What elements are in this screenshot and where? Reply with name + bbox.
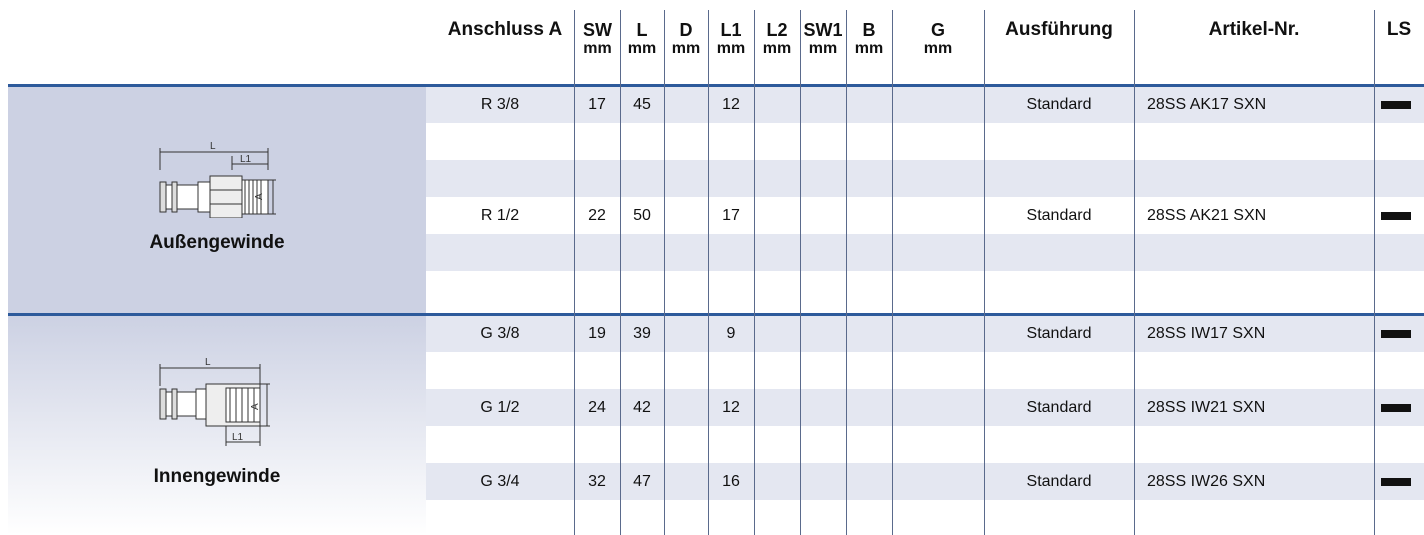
table-row <box>426 426 1424 463</box>
table-row <box>426 352 1424 389</box>
cell-sw: 17 <box>588 96 606 113</box>
cell-l: 47 <box>633 473 651 490</box>
header-l1: L1 mm <box>716 20 746 57</box>
cell-l: 39 <box>633 325 651 342</box>
header-sw: SW mm <box>583 20 612 57</box>
availability-dash-icon <box>1381 478 1411 486</box>
cell-anschluss: G 3/8 <box>480 325 520 342</box>
cell-anschluss: R 3/8 <box>480 96 520 113</box>
column-divider <box>1374 10 1375 535</box>
cell-ausfuehrung: Standard <box>1026 96 1092 113</box>
availability-dash-icon <box>1381 212 1411 220</box>
coupling-external-thread-icon <box>150 138 280 218</box>
availability-dash-icon <box>1381 404 1411 412</box>
cell-l: 42 <box>633 399 651 416</box>
availability-dash-icon <box>1381 101 1411 109</box>
cell-l1: 16 <box>722 473 740 490</box>
column-divider <box>1134 10 1135 535</box>
header-d: D mm <box>671 20 701 57</box>
cell-anschluss: G 1/2 <box>480 399 520 416</box>
cell-artikel: 28SS IW21 SXN <box>1147 399 1266 416</box>
header-anschluss: Anschluss A <box>447 19 563 40</box>
column-divider <box>846 10 847 535</box>
section-title-innengewinde: Innengewinde <box>153 466 281 487</box>
cell-sw: 22 <box>588 207 606 224</box>
cell-anschluss: R 1/2 <box>480 207 520 224</box>
table-row <box>426 500 1424 535</box>
cell-l: 45 <box>633 96 651 113</box>
header-sw1: SW1 mm <box>803 20 843 57</box>
diagram-label-l: L <box>210 141 216 152</box>
section-title-aussengewinde: Außengewinde <box>149 232 285 253</box>
cell-sw: 19 <box>588 325 606 342</box>
column-divider <box>754 10 755 535</box>
cell-l1: 9 <box>726 325 736 342</box>
header-artikel: Artikel-Nr. <box>1208 19 1300 40</box>
diagram-label-a: A <box>254 193 265 200</box>
cell-ausfuehrung: Standard <box>1026 207 1092 224</box>
column-divider <box>800 10 801 535</box>
cell-ausfuehrung: Standard <box>1026 473 1092 490</box>
cell-l1: 12 <box>722 96 740 113</box>
cell-sw: 24 <box>588 399 606 416</box>
diagram-label-a: A <box>250 403 261 410</box>
header-ls: LS <box>1386 19 1412 40</box>
coupling-internal-thread-icon <box>150 358 280 453</box>
header-ausfuehrung: Ausführung <box>1005 19 1113 40</box>
cell-ausfuehrung: Standard <box>1026 399 1092 416</box>
column-divider <box>892 10 893 535</box>
cell-artikel: 28SS AK17 SXN <box>1147 96 1267 113</box>
table-row <box>426 123 1424 160</box>
diagram-label-l1: L1 <box>232 432 244 443</box>
cell-artikel: 28SS AK21 SXN <box>1147 207 1267 224</box>
table-row <box>426 160 1424 197</box>
cell-artikel: 28SS IW26 SXN <box>1147 473 1266 490</box>
cell-l1: 17 <box>722 207 740 224</box>
cell-anschluss: G 3/4 <box>480 473 520 490</box>
cell-artikel: 28SS IW17 SXN <box>1147 325 1266 342</box>
cell-l: 50 <box>633 207 651 224</box>
cell-l1: 12 <box>722 399 740 416</box>
diagram-label-l: L <box>205 358 211 368</box>
column-divider <box>664 10 665 535</box>
diagram-label-l1: L1 <box>240 154 252 165</box>
header-b: B mm <box>854 20 884 57</box>
table-row <box>426 234 1424 271</box>
header-l2: L2 mm <box>762 20 792 57</box>
availability-dash-icon <box>1381 330 1411 338</box>
table-row <box>426 271 1424 313</box>
cell-sw: 32 <box>588 473 606 490</box>
header-l: L mm <box>627 20 657 57</box>
cell-ausfuehrung: Standard <box>1026 325 1092 342</box>
header-g: G mm <box>923 20 953 57</box>
